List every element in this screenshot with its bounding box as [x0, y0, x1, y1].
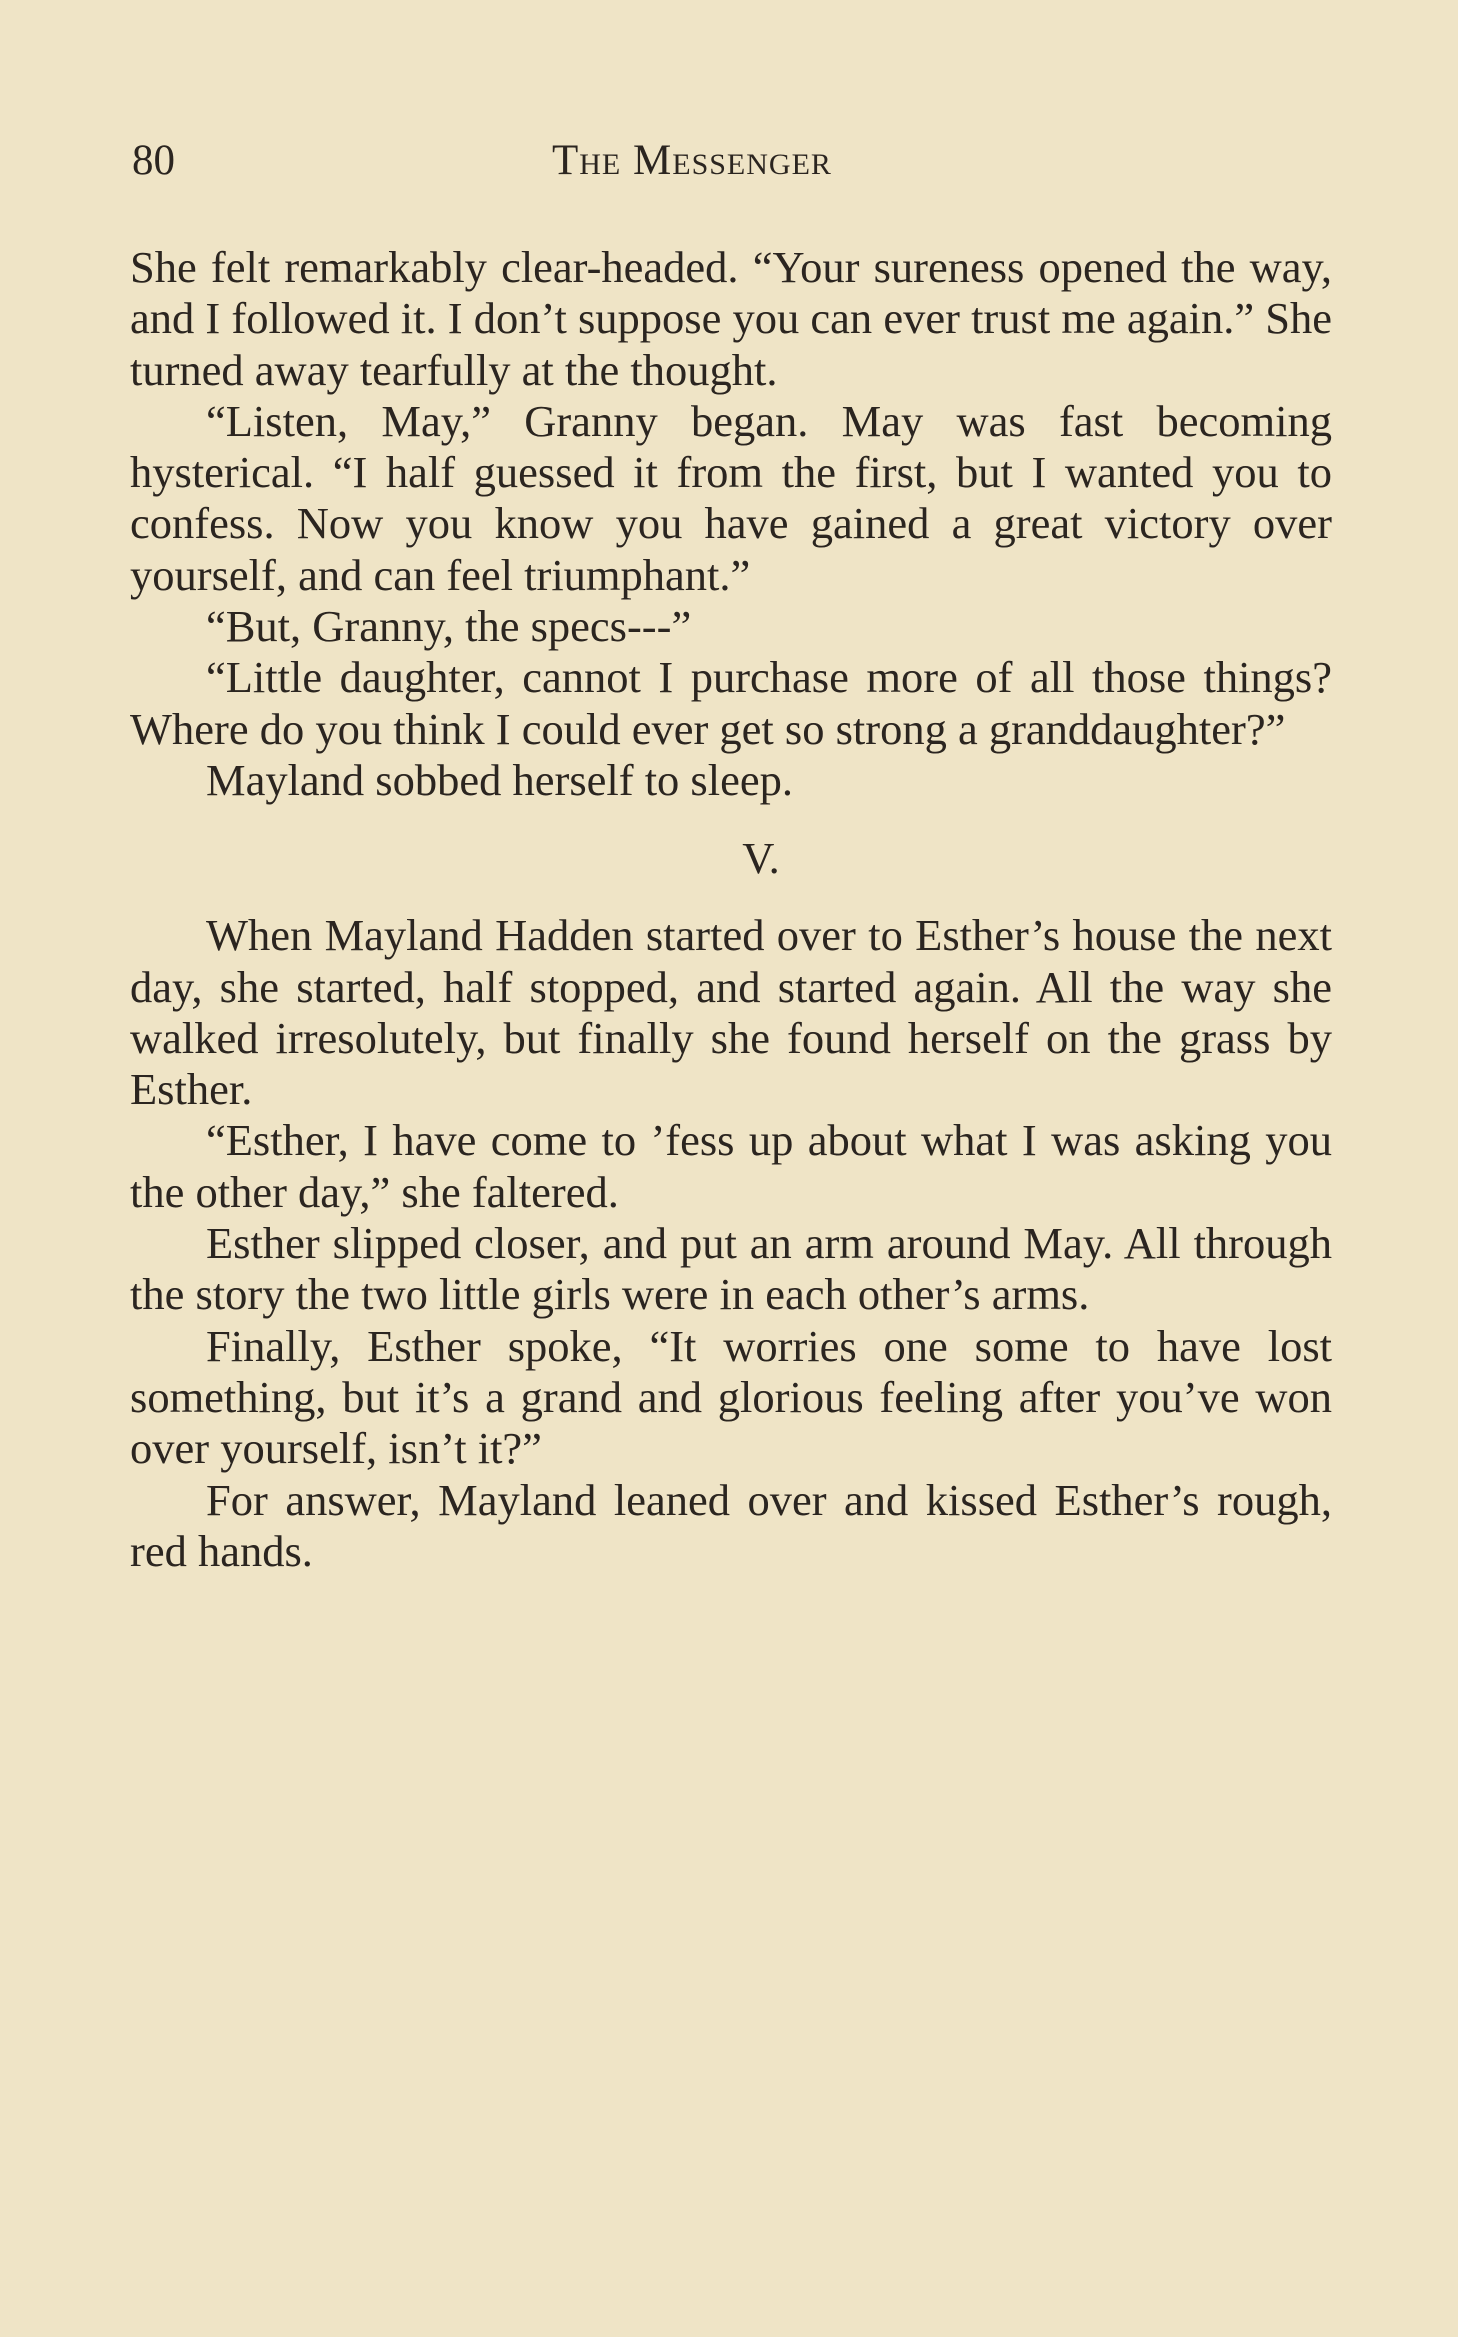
paragraph: “Little daughter, cannot I purchase more of all those things? Where do you think I could ever get so strong a granddaughter?” [130, 652, 1332, 754]
paragraph: “Listen, May,” Granny began. May was fast becoming hysterical. “I half guessed it from the first, but I wanted you to confess. Now you know you have gained a great victory over yourself, and can feel triumphant.” [130, 395, 1332, 600]
paragraph: “Esther, I have come to ’fess up about what I was asking you the other day,” she faltered. [130, 1115, 1332, 1217]
section-heading: V. [742, 833, 780, 884]
paragraph: Finally, Esther spoke, “It worries one some to have lost something, but it’s a grand and glorious feeling after you’ve won over yourself, isn’t it?” [130, 1320, 1332, 1474]
page-number: 80 [132, 137, 175, 184]
paragraph: For answer, Mayland leaned over and kissed Esther’s rough, red hands. [130, 1474, 1332, 1576]
running-head [132, 136, 1332, 196]
paragraph: Esther slipped closer, and put an arm around May. All through the story the two little girls were in each other’s arms. [130, 1218, 1332, 1320]
paragraph: She felt remarkably clear-headed. “Your sureness opened the way, and I followed it. I don’t suppose you can ever trust me again.” She turned away tearfully at the thought. [130, 242, 1332, 395]
paragraph: Mayland sobbed herself to sleep. [206, 754, 793, 805]
paragraph: “But, Granny, the specs---” [206, 601, 692, 652]
paragraph: When Mayland Hadden started over to Esther’s house the next day, she started, half stopped, and started again. All the way she walked irresolutely, but finally she found herself on the grass by Esther. [130, 910, 1332, 1115]
body-text [130, 242, 1332, 1577]
running-title: The Messenger [552, 137, 832, 184]
